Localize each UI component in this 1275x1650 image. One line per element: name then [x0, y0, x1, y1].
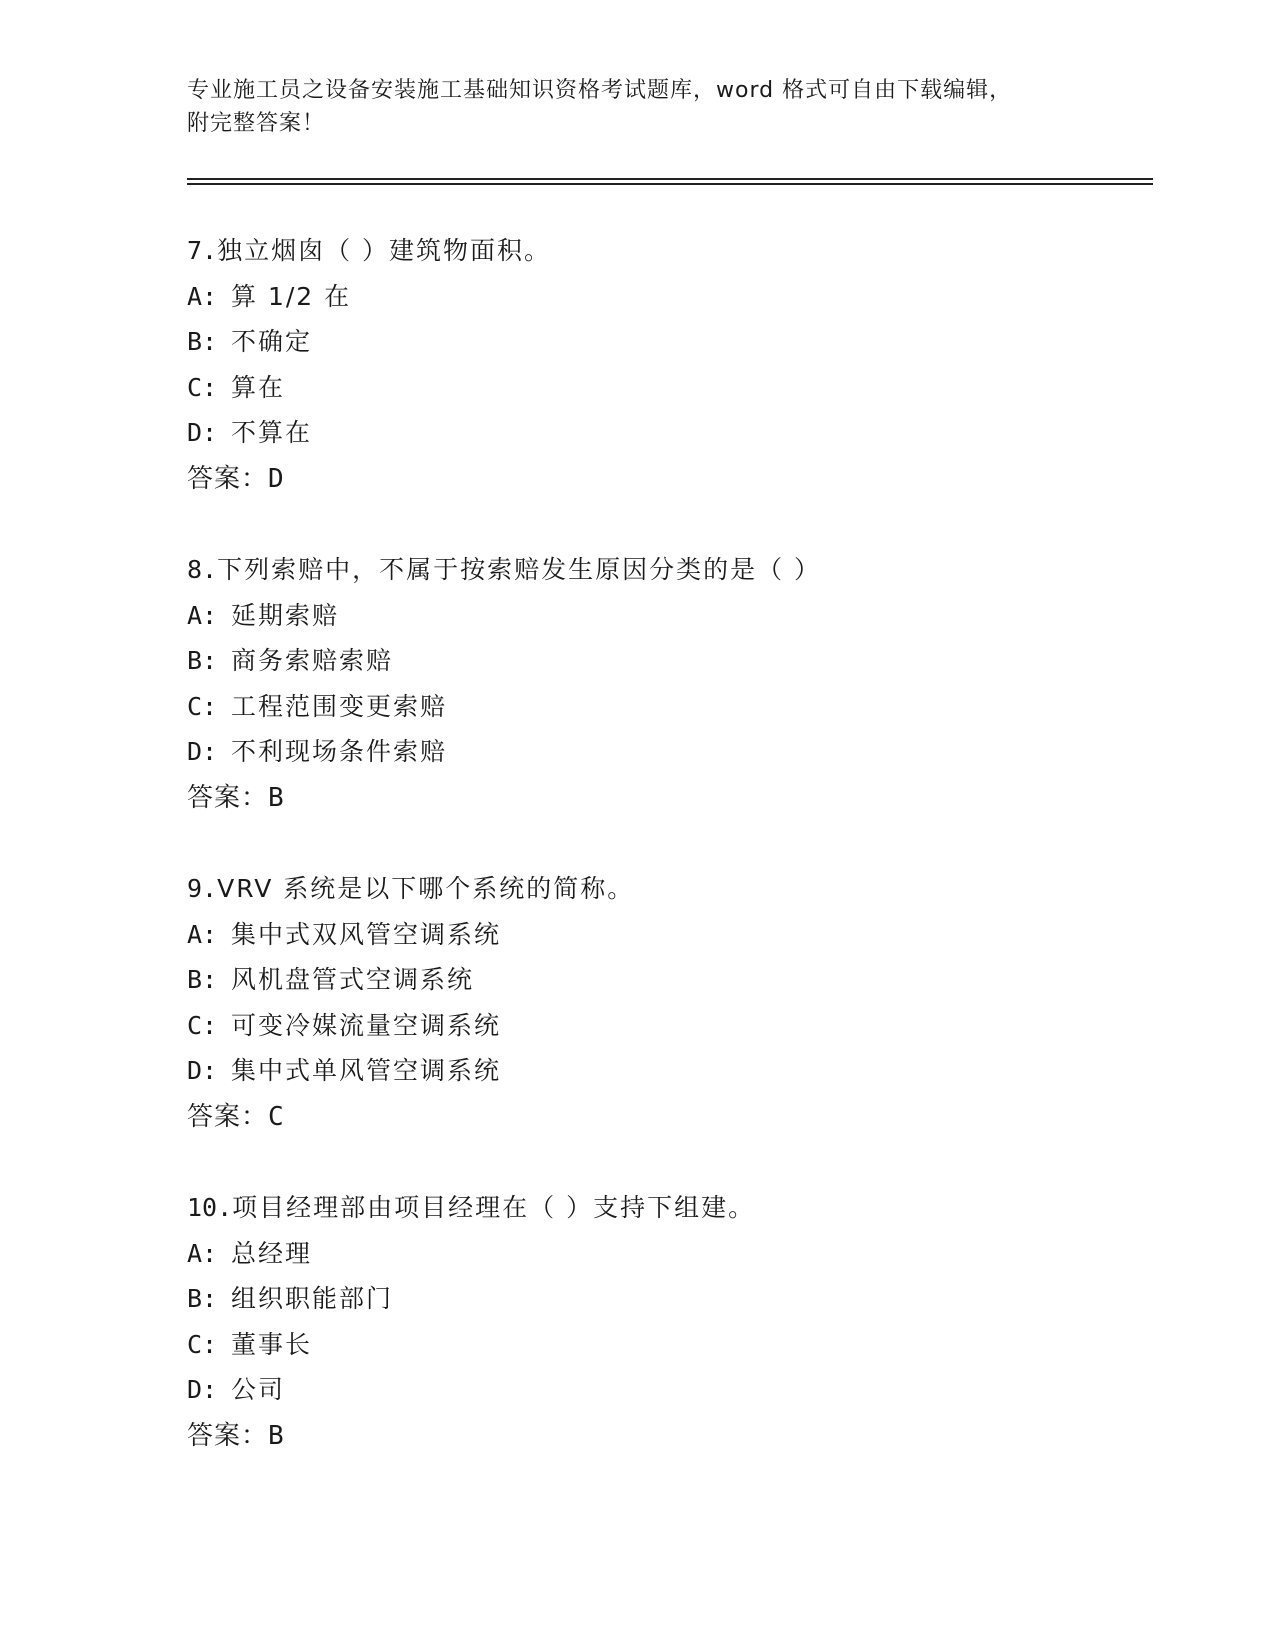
- option-c: [187, 373, 1137, 419]
- question-text: 独立烟囱（ ）建筑物面积。: [217, 236, 552, 265]
- option-letter: A:: [187, 919, 218, 949]
- option-text: 可变冷媒流量空调系统: [231, 1010, 502, 1040]
- header-divider-bottom: [187, 183, 1153, 185]
- document-header: [187, 74, 1087, 140]
- question-stem: [187, 236, 1137, 282]
- answer-value: B: [268, 1420, 285, 1451]
- option-text: 算在: [231, 372, 286, 402]
- option-letter: B:: [187, 646, 218, 675]
- answer-line: [187, 464, 1137, 510]
- option-b: [187, 646, 1137, 692]
- option-text: 不算在: [231, 418, 313, 447]
- option-text: 董事长: [231, 1329, 313, 1359]
- option-letter: C:: [187, 1010, 218, 1040]
- question-number: 7.: [187, 236, 218, 265]
- question-stem: [187, 874, 1137, 920]
- question-text: 下列索赔中，不属于按索赔发生原因分类的是（ ）: [217, 555, 822, 584]
- option-text: 延期索赔: [231, 600, 340, 630]
- question-number: 9.: [187, 874, 218, 903]
- question-7: [187, 236, 1137, 509]
- option-letter: A:: [187, 1238, 218, 1268]
- option-d: [187, 1375, 1137, 1421]
- option-letter: C:: [187, 691, 218, 721]
- option-d: [187, 737, 1137, 783]
- option-d: [187, 1056, 1137, 1102]
- option-b: [187, 327, 1137, 373]
- answer-label: 答案：: [187, 782, 269, 813]
- option-letter: A:: [187, 600, 218, 630]
- option-letter: B:: [187, 327, 218, 356]
- option-b: [187, 1284, 1137, 1330]
- answer-value: C: [268, 1101, 285, 1132]
- header-line-1: 专业施工员之设备安装施工基础知识资格考试题库，word 格式可自由下载编辑，: [187, 78, 1013, 103]
- question-8: [187, 555, 1137, 828]
- option-text: 工程范围变更索赔: [231, 691, 448, 721]
- option-letter: A:: [187, 281, 218, 311]
- option-c: [187, 1011, 1137, 1057]
- option-text: 不利现场条件索赔: [231, 737, 448, 766]
- option-letter: D:: [187, 1056, 218, 1085]
- answer-line: [187, 783, 1137, 829]
- option-text: 组织职能部门: [231, 1284, 394, 1313]
- option-text: 公司: [231, 1375, 286, 1404]
- question-text: 项目经理部由项目经理在（ ）支持下组建。: [232, 1193, 756, 1222]
- question-stem: [187, 1193, 1137, 1239]
- question-stem: [187, 555, 1137, 601]
- option-d: [187, 418, 1137, 464]
- answer-label: 答案：: [187, 1101, 269, 1132]
- option-text: 算 1/2 在: [231, 281, 352, 311]
- option-a: [187, 282, 1137, 328]
- question-number: 10.: [187, 1193, 233, 1222]
- answer-value: D: [268, 463, 285, 494]
- option-text: 集中式单风管空调系统: [231, 1056, 502, 1085]
- option-text: 集中式双风管空调系统: [231, 919, 502, 949]
- option-b: [187, 965, 1137, 1011]
- answer-label: 答案：: [187, 463, 269, 494]
- option-letter: B:: [187, 965, 218, 994]
- option-letter: D:: [187, 1375, 218, 1404]
- answer-line: [187, 1102, 1137, 1148]
- question-10: [187, 1193, 1137, 1466]
- option-text: 总经理: [231, 1238, 313, 1268]
- option-letter: D:: [187, 418, 218, 447]
- header-divider-top: [187, 178, 1153, 180]
- answer-line: [187, 1421, 1137, 1467]
- option-a: [187, 601, 1137, 647]
- option-c: [187, 1330, 1137, 1376]
- option-c: [187, 692, 1137, 738]
- question-9: [187, 874, 1137, 1147]
- option-a: [187, 1239, 1137, 1285]
- question-text: VRV 系统是以下哪个系统的简称。: [217, 874, 635, 903]
- option-text: 不确定: [231, 327, 313, 356]
- answer-value: B: [268, 782, 285, 813]
- option-letter: C:: [187, 372, 218, 402]
- question-number: 8.: [187, 555, 218, 584]
- option-letter: D:: [187, 737, 218, 766]
- option-text: 风机盘管式空调系统: [231, 965, 475, 994]
- option-letter: C:: [187, 1329, 218, 1359]
- header-line-2: 附完整答案！: [187, 111, 326, 136]
- option-text: 商务索赔索赔: [231, 646, 394, 675]
- answer-label: 答案：: [187, 1420, 269, 1451]
- option-a: [187, 920, 1137, 966]
- option-letter: B:: [187, 1284, 218, 1313]
